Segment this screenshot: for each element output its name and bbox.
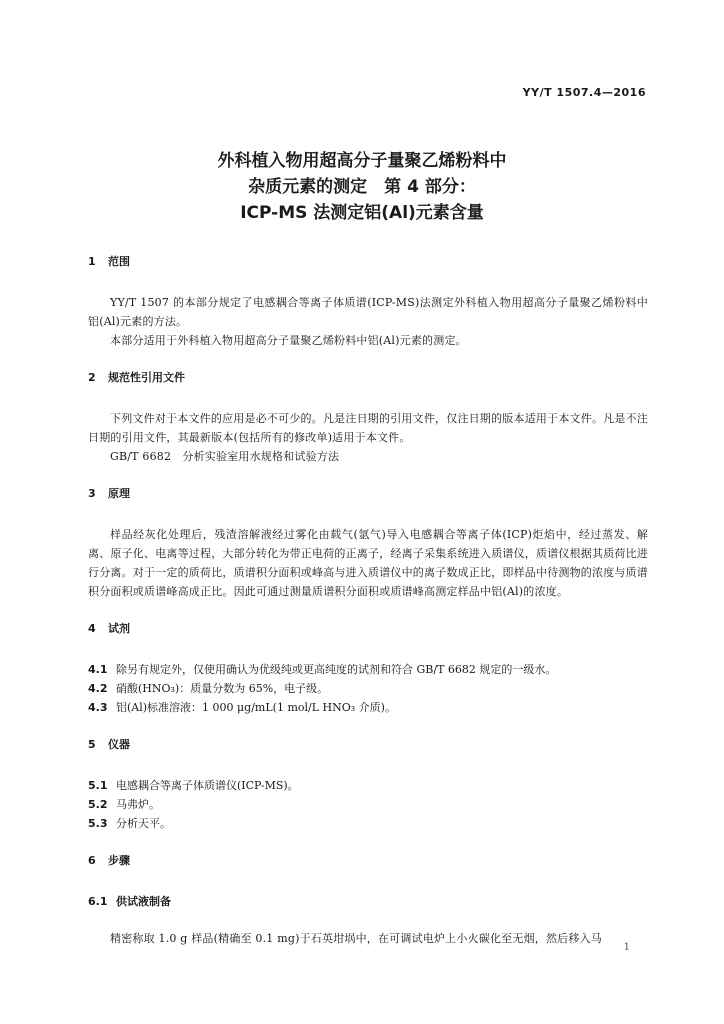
- section-number: 5: [88, 738, 96, 751]
- section-number: 3: [88, 487, 96, 500]
- section-2-heading: [88, 368, 648, 387]
- section-6-heading: [88, 851, 648, 870]
- paragraph: 下列文件对于本文件的应用是必不可少的。凡是注日期的引用文件，仅注日期的版本适用于本文件。凡是不注日期的引用文件，其最新版本(包括所有的修改单)适用于本文件。: [88, 412, 648, 444]
- section-title: 范围: [108, 255, 130, 268]
- section-number: 4: [88, 622, 96, 635]
- section-title: 原理: [108, 487, 130, 500]
- paragraph: 精密称取 1.0 g 样品(精确至 0.1 mg)于石英坩埚中，在可调试电炉上小火碳化至无烟，然后移入马: [110, 932, 602, 945]
- paragraph: YY/T 1507 的本部分规定了电感耦合等离子体质谱(ICP-MS)法测定外科植入物用超高分子量聚乙烯粉料中铝(Al)元素的方法。: [88, 296, 648, 328]
- section-number: 2: [88, 371, 96, 384]
- paragraph: 样品经灰化处理后，残渣溶解液经过雾化由载气(氩气)导入电感耦合等离子体(ICP)炬焰中，经过蒸发、解离、原子化、电离等过程，大部分转化为带正电荷的正离子，经离子采集系统进入质谱仪，质谱仪根据其质荷比进行分离。对于一定的质荷比，质谱积分面积或峰高与进入质谱仪中的离子数成正比，即样品中待测物的浓度与质谱积分面积或质谱峰高成正比。因此可通过测量质谱积分面积或质谱峰高测定样品中铝(Al)的浓度。: [88, 528, 648, 598]
- subsection-title: 供试液制备: [116, 895, 171, 908]
- document-title: [0, 148, 724, 226]
- paragraph: GB/T 6682 分析实验室用水规格和试验方法: [110, 450, 340, 463]
- section-number: 6: [88, 854, 96, 867]
- section-number: 1: [88, 255, 96, 268]
- section-5-heading: [88, 735, 648, 754]
- list-item: 4.3 铝(Al)标准溶液：1 000 μg/mL(1 mol/L HNO₃ 介质)。: [88, 701, 396, 714]
- list-item: 4.2 硝酸(HNO₃)：质量分数为 65%，电子级。: [88, 682, 329, 695]
- section-title: 步骤: [108, 854, 130, 867]
- paragraph: 本部分适用于外科植入物用超高分子量聚乙烯粉料中铝(Al)元素的测定。: [110, 334, 467, 347]
- list-item: 5.2 马弗炉。: [88, 798, 160, 811]
- document-body: [88, 252, 648, 948]
- section-title: 仪器: [108, 738, 130, 751]
- subsection-number: 6.1: [88, 895, 108, 908]
- list-item: 5.3 分析天平。: [88, 817, 171, 830]
- title-line-1: 外科植入物用超高分子量聚乙烯粉料中: [217, 151, 507, 171]
- title-line-2: 杂质元素的测定 第 4 部分：: [248, 177, 476, 197]
- standard-code: YY/T 1507.4—2016: [522, 86, 646, 99]
- section-1-heading: [88, 252, 648, 271]
- section-4-heading: [88, 619, 648, 638]
- section-3-heading: [88, 484, 648, 503]
- section-title: 试剂: [108, 622, 130, 635]
- list-item: 4.1 除另有规定外，仅使用确认为优级纯或更高纯度的试剂和符合 GB/T 6682 规定的一级水。: [88, 663, 557, 676]
- list-item: 5.1 电感耦合等离子体质谱仪(ICP-MS)。: [88, 779, 299, 792]
- subsection-6-1-heading: [88, 892, 648, 911]
- page-number: 1: [623, 942, 630, 953]
- section-title: 规范性引用文件: [108, 371, 185, 384]
- title-line-3: ICP-MS 法测定铝(Al)元素含量: [240, 203, 484, 223]
